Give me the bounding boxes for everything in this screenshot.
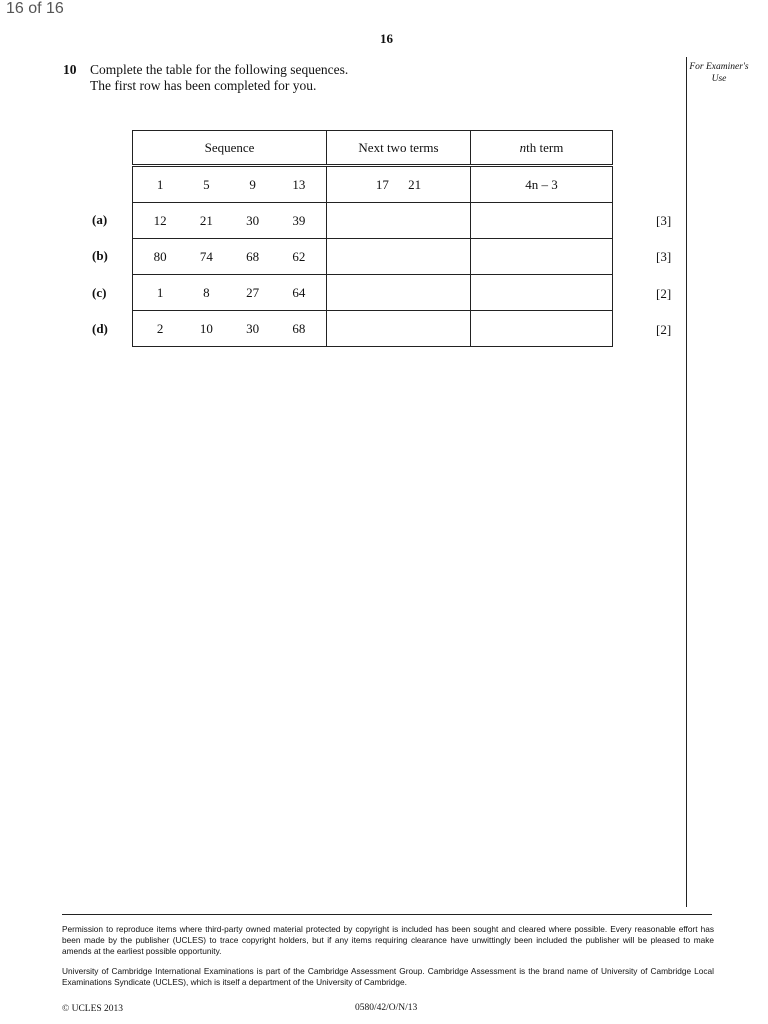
header-nth-term: nth term	[471, 131, 613, 166]
sequence-term: 1	[156, 284, 164, 300]
answer-nth-term-b[interactable]	[471, 239, 613, 275]
marks-d: [2]	[656, 322, 672, 337]
examiner-margin-rule	[686, 57, 687, 907]
part-label-a: (a)	[92, 212, 108, 227]
example-next-terms-cell	[327, 166, 471, 203]
sequence-term: 64	[292, 284, 306, 300]
sequence-term: 80	[153, 248, 167, 264]
example-sequence-cell	[133, 166, 327, 203]
part-label-d: (d)	[92, 321, 108, 336]
sequence-table	[132, 130, 613, 347]
sequence-term: 1	[156, 176, 164, 192]
sequence-term: 9	[249, 176, 256, 192]
answer-nth-term-d[interactable]	[471, 311, 613, 347]
header-sequence: Sequence	[133, 131, 327, 166]
answer-nth-term-a[interactable]	[471, 203, 613, 239]
question-number: 10	[63, 62, 77, 77]
marks-a: [3]	[656, 213, 672, 228]
question-text-line-1: Complete the table for the following sequences.	[90, 62, 349, 77]
university-notice: University of Cambridge International Examinations is part of the Cambridge Assessment Group. Cambridge Assessment is the brand name of University of Cambridge Local Examinations Syndicate (UCLES), which is itself a department of the University of Cambridge.	[62, 966, 714, 987]
part-label-b: (b)	[92, 248, 108, 263]
sequence-term: 74	[199, 248, 213, 264]
sequence-term: 12	[153, 212, 167, 228]
example-row	[133, 166, 613, 203]
sequence-term: 8	[203, 284, 210, 300]
header-next-two-terms: Next two terms	[327, 131, 471, 166]
sequence-term: 62	[292, 248, 306, 264]
sequence-term: 21	[199, 212, 213, 228]
page-indicator: 16 of 16	[6, 0, 64, 17]
answer-next-terms-a[interactable]	[327, 203, 471, 239]
next-term: 17	[375, 176, 389, 192]
sequence-term: 68	[292, 320, 306, 336]
answer-next-terms-b[interactable]	[327, 239, 471, 275]
table-row-d	[133, 311, 613, 347]
sequence-term: 10	[199, 320, 213, 336]
answer-nth-term-c[interactable]	[471, 275, 613, 311]
sequence-term: 30	[246, 320, 260, 336]
sequence-term: 5	[203, 176, 210, 192]
sequence-term: 39	[292, 212, 306, 228]
sequence-term: 2	[156, 320, 164, 336]
copyright: © UCLES 2013	[62, 1004, 124, 1014]
table-row-b	[133, 239, 613, 275]
paper-code: 0580/42/O/N/13	[355, 1003, 418, 1013]
page-number: 16	[380, 31, 393, 46]
examiner-use-note: For Examiner's Use	[689, 62, 749, 84]
next-term: 21	[408, 176, 422, 192]
sequence-term: 27	[246, 284, 260, 300]
marks-b: [3]	[656, 249, 672, 264]
answer-next-terms-d[interactable]	[327, 311, 471, 347]
permission-notice: Permission to reproduce items where third-party owned material protected by copyright is included has been sought and cleared where possible. Every reasonable effort has been made by the publisher (UCLES) to trace copyright holders, but if any items requiring clearance have unwittingly been included the publisher will be pleased to make amends at the earliest possible opportunity.	[62, 924, 714, 956]
table-row-c	[133, 275, 613, 311]
part-label-c: (c)	[92, 285, 107, 300]
example-nth-term-cell: 4n – 3	[471, 166, 613, 203]
table-row-a	[133, 203, 613, 239]
footer-rule	[62, 914, 712, 915]
sequence-term: 68	[246, 248, 260, 264]
answer-next-terms-c[interactable]	[327, 275, 471, 311]
sequence-term: 30	[246, 212, 260, 228]
sequence-term: 13	[292, 176, 306, 192]
question-text-line-2: The first row has been completed for you.	[90, 78, 317, 93]
marks-c: [2]	[656, 286, 672, 301]
